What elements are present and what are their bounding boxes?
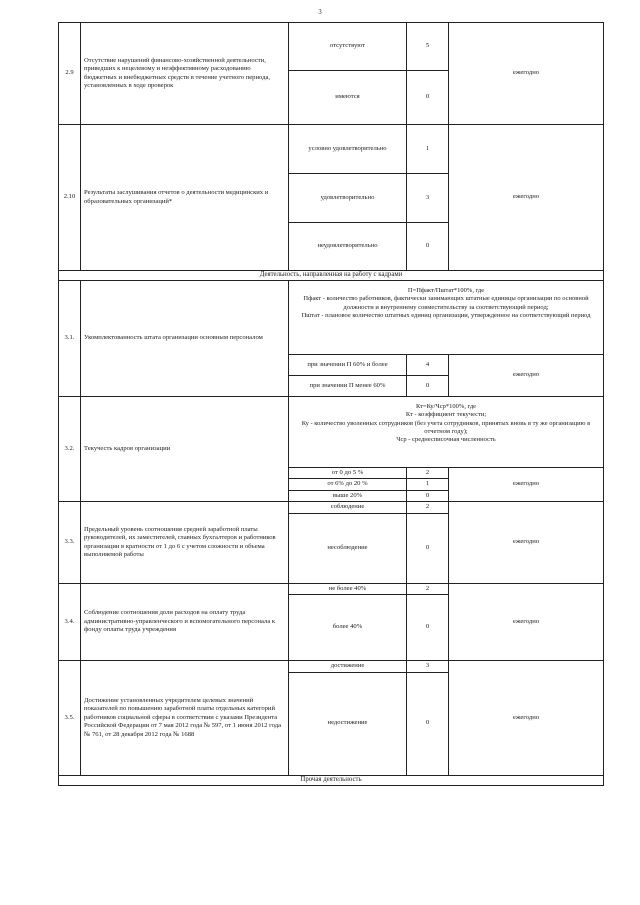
period: ежегодно — [449, 125, 604, 271]
option-points: 2 — [407, 468, 449, 479]
table-row — [59, 125, 604, 174]
criterion-text: Отсутствие нарушений финансово-хозяйственной деятельности, приведших к нецелевому и неэффективному расходованию бюджетных и внебюджетных средств в течение учетного периода, установленных в ходе проверок — [81, 23, 289, 125]
formula-line: Кт - коэффициент текучести; — [405, 411, 487, 419]
criterion-text: Текучесть кадров организации — [81, 397, 289, 502]
formula-block — [289, 281, 604, 355]
criteria-table — [58, 22, 604, 786]
option-label: не более 40% — [289, 583, 407, 594]
formula-line: Пштат - плановое количество штатных единиц организации, утвержденное на соответствующий период — [301, 311, 591, 319]
option-label: выше 20% — [289, 490, 407, 501]
table-row — [59, 661, 604, 672]
option-points: 0 — [407, 71, 449, 125]
option-label: достижение — [289, 661, 407, 672]
table-row — [59, 775, 604, 785]
option-label: от 6% до 20 % — [289, 479, 407, 490]
period: ежегодно — [449, 23, 604, 125]
table-row — [59, 502, 604, 513]
period: ежегодно — [449, 661, 604, 775]
criterion-text: Предельный уровень соотношения средней заработной платы руководителей, их заместителей, главных бухгалтеров и работников организации в кратности от 1 до 6 с учетом сложности и объема выполняемой работы — [81, 502, 289, 583]
section-heading: Прочая деятельность — [59, 775, 604, 785]
period: ежегодно — [449, 502, 604, 583]
option-label: при значении П 60% и более — [289, 355, 407, 376]
section-heading: Деятельность, направленная на работу с кадрами — [59, 271, 604, 281]
option-label: несоблюдение — [289, 513, 407, 583]
option-points: 0 — [407, 376, 449, 397]
table-row — [59, 281, 604, 355]
table-row — [59, 23, 604, 71]
page-number: 3 — [318, 8, 322, 16]
option-label: от 0 до 5 % — [289, 468, 407, 479]
option-label: отсутствуют — [289, 23, 407, 71]
formula-line: Кт=Ку/Чср*100%, где — [415, 403, 477, 410]
option-points: 2 — [407, 583, 449, 594]
row-number: 3.5. — [59, 661, 81, 775]
option-label: соблюдение — [289, 502, 407, 513]
period: ежегодно — [449, 583, 604, 660]
period: ежегодно — [449, 468, 604, 502]
formula-block — [289, 397, 604, 468]
row-number: 2.9 — [59, 23, 81, 125]
option-points: 2 — [407, 502, 449, 513]
option-points: 3 — [407, 661, 449, 672]
option-points: 0 — [407, 513, 449, 583]
option-points: 1 — [407, 479, 449, 490]
period: ежегодно — [449, 355, 604, 397]
row-number: 3.4. — [59, 583, 81, 660]
option-points: 3 — [407, 174, 449, 223]
option-label: неудовлетворительно — [289, 223, 407, 271]
option-label: недостижение — [289, 672, 407, 775]
table-row — [59, 583, 604, 594]
criterion-text: Укомплектованность штата организации основным персоналом — [81, 281, 289, 397]
option-points: 4 — [407, 355, 449, 376]
option-points: 0 — [407, 595, 449, 661]
criterion-text: Соблюдение соотношения доли расходов на оплату труда административно-управленческого и вспомогательного персонала к фонду оплаты труда учреждения — [81, 583, 289, 660]
formula-line: Чср - среднесписочная численность — [396, 436, 496, 444]
table-row — [59, 397, 604, 468]
option-label: условно удовлетворительно — [289, 125, 407, 174]
row-number: 3.3. — [59, 502, 81, 583]
option-points: 1 — [407, 125, 449, 174]
option-points: 0 — [407, 672, 449, 775]
option-points: 0 — [407, 223, 449, 271]
option-label: удовлетворительно — [289, 174, 407, 223]
option-points: 5 — [407, 23, 449, 71]
criterion-text: Достижение установленных учредителем целевых значений показателей по повышению заработной платы отдельных категорий работников социальной сферы в соответствии с указами Президента Российской Федерации от 7 мая 2012 года № 597, от 1 июня 2012 года № 761, от 28 декабря 2012 года № 1688 — [81, 661, 289, 775]
row-number: 3.2. — [59, 397, 81, 502]
table-row — [59, 271, 604, 281]
criterion-text: Результаты заслушивания отчетов о деятельности медицинских и образовательных организаций* — [81, 125, 289, 271]
row-number: 2.10 — [59, 125, 81, 271]
formula-line: Пфакт - количество работников, фактически занимающих штатные единицы организации по основной должности и внутреннему совместительству за соответствующий период; — [303, 295, 589, 311]
option-points: 0 — [407, 490, 449, 501]
option-label: более 40% — [289, 595, 407, 661]
formula-line: П=Пфакт/Пштат*100%, где — [407, 287, 485, 294]
row-number: 3.1. — [59, 281, 81, 397]
formula-line: Ку - количество уволенных сотрудников (без учета сотрудников, принятых вновь в ту же организацию в отчетном году); — [301, 419, 591, 435]
option-label: имеются — [289, 71, 407, 125]
option-label: при значении П менее 60% — [289, 376, 407, 397]
